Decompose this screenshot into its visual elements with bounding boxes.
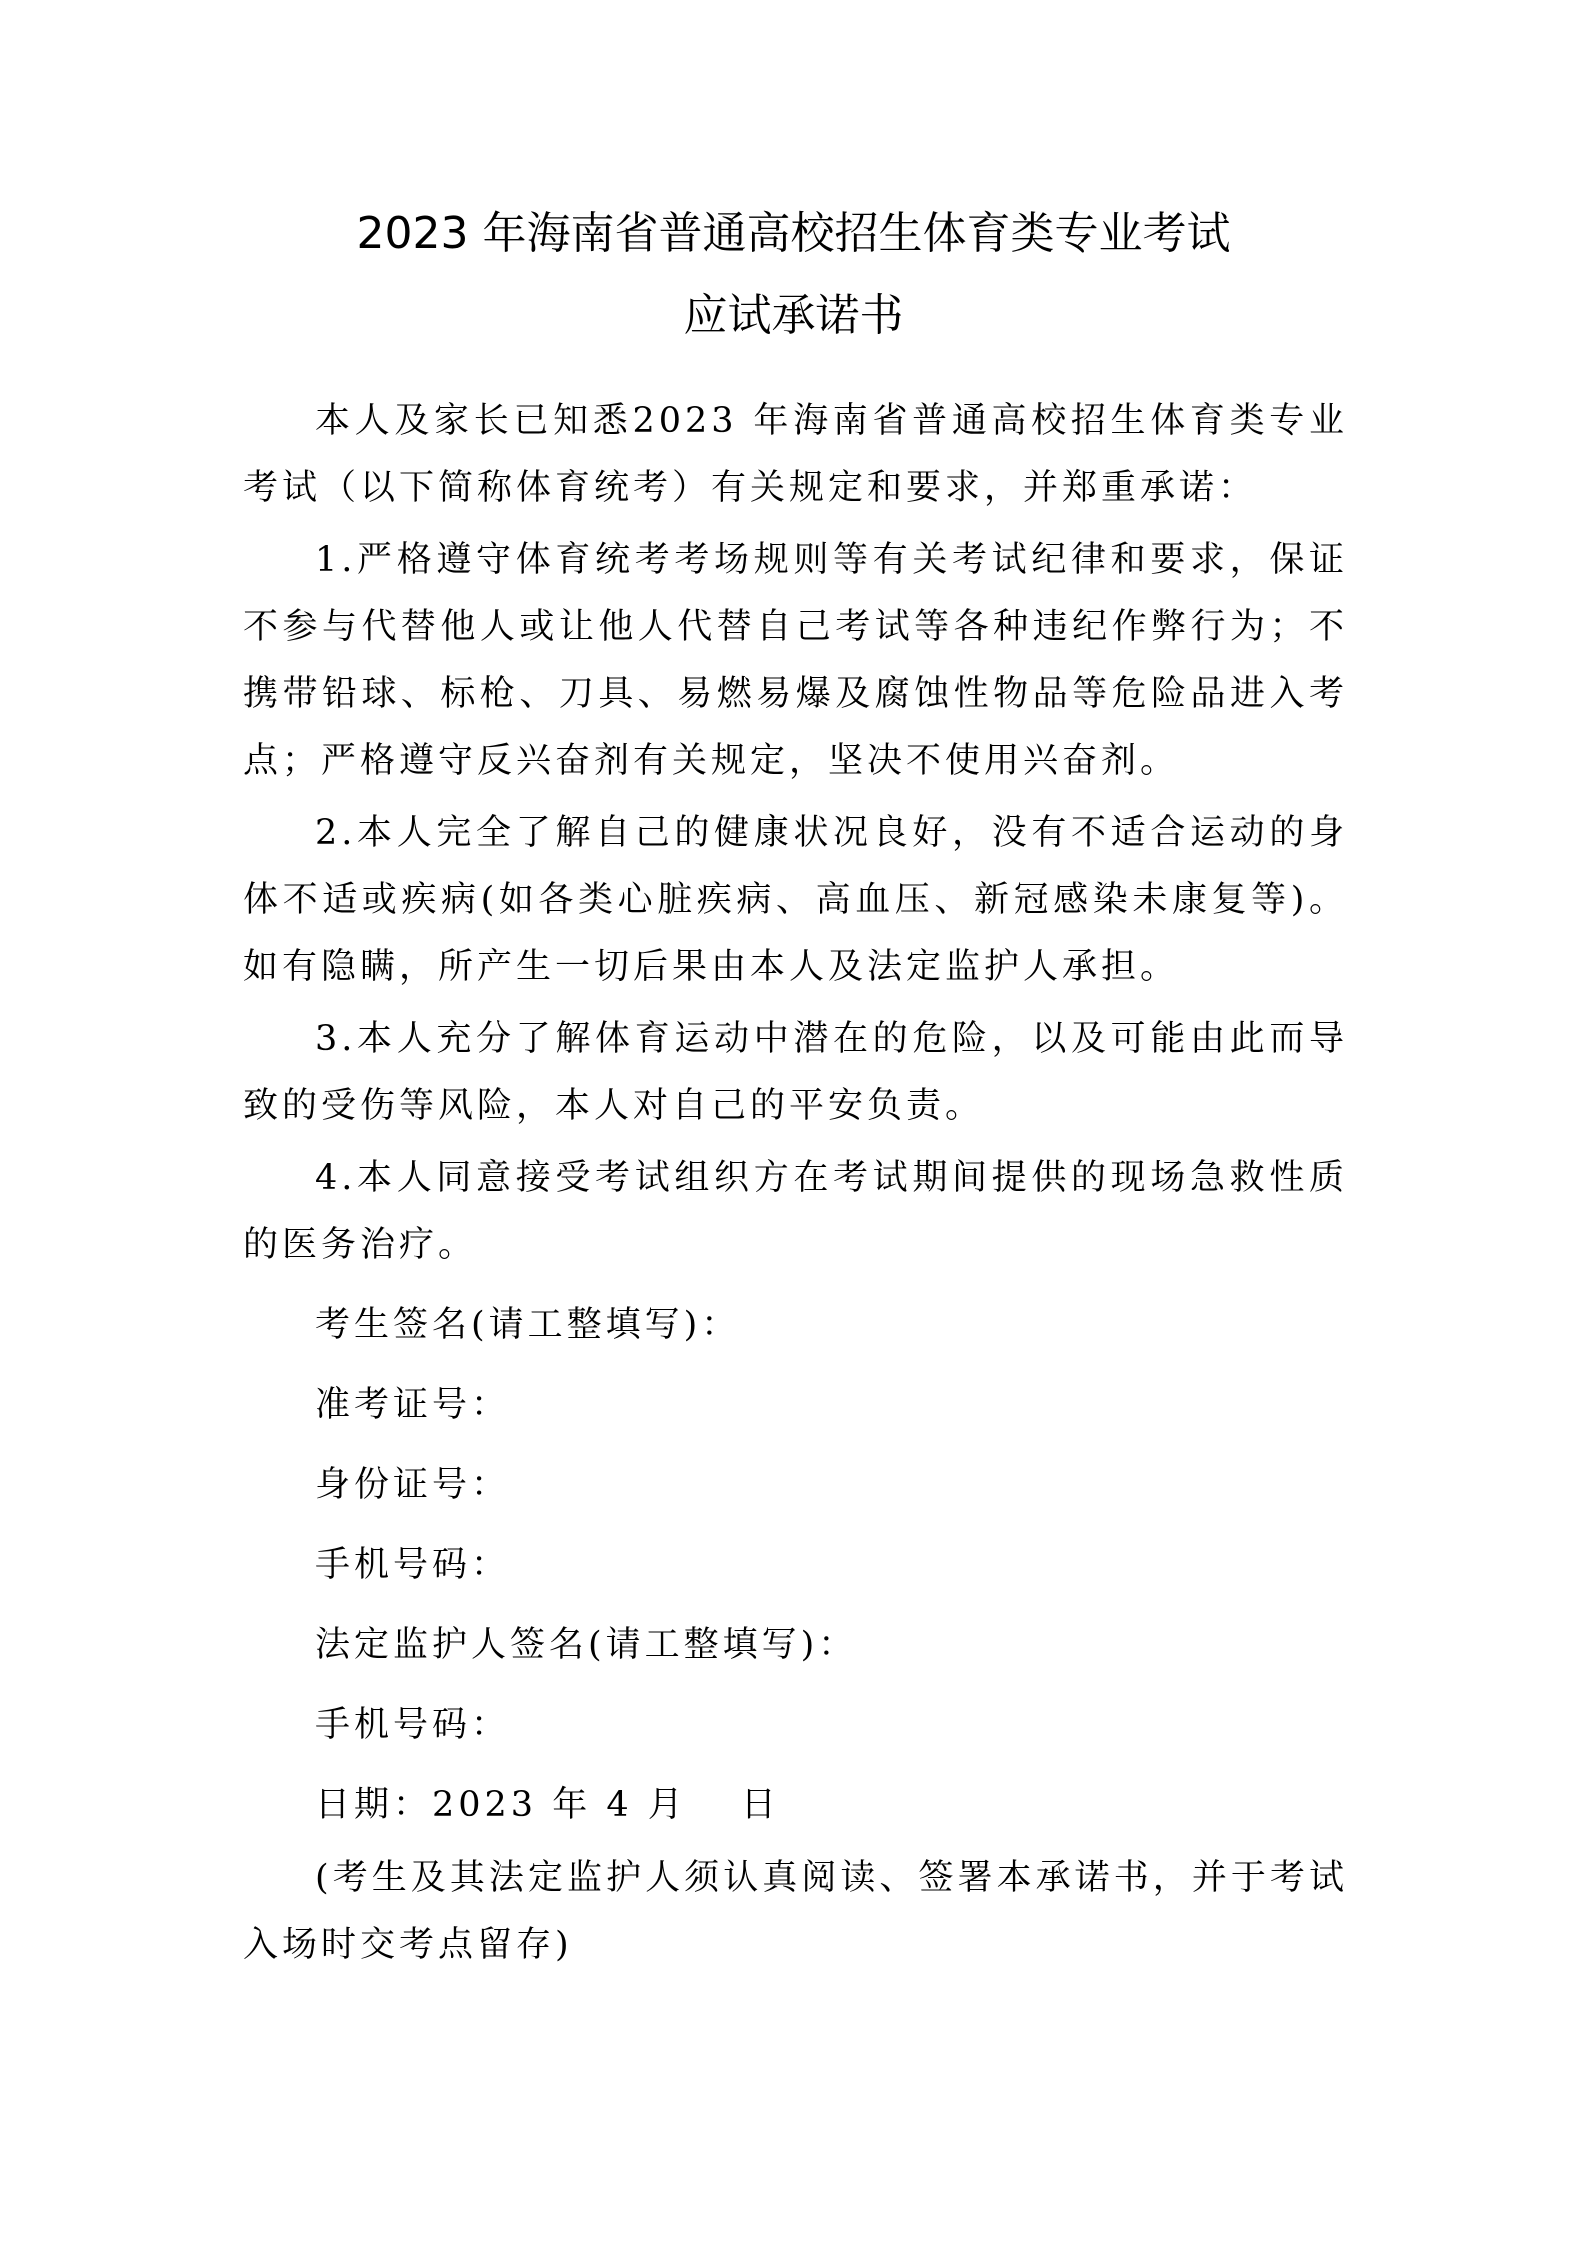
id-number-field: 身份证号： (315, 1465, 511, 1505)
document-title-line1: 2023 年海南省普通高校招生体育类专业考试 (356, 208, 1231, 259)
guardian-signature-field: 法定监护人签名(请工整填写)： (315, 1625, 858, 1665)
student-signature-field: 考生签名(请工整填写)： (315, 1305, 741, 1345)
submission-note: (考生及其法定监护人须认真阅读、签署本承诺书，并于考试入场时交考点留存) (243, 1858, 1348, 1965)
commitment-item-4: 4.本人同意接受考试组织方在考试期间提供的现场急救性质的医务治疗。 (243, 1158, 1348, 1265)
date-field: 日期：2023 年 4 月 日 (315, 1785, 780, 1825)
document-title-line2: 应试承诺书 (683, 290, 904, 341)
document-body (243, 388, 1348, 1979)
guardian-phone-field: 手机号码： (315, 1705, 511, 1745)
commitment-item-3: 3.本人充分了解体育运动中潜在的危险，以及可能由此而导致的受伤等风险，本人对自己的平安负责。 (243, 1019, 1348, 1126)
commitment-item-1: 1.严格遵守体育统考考场规则等有关考试纪律和要求，保证不参与代替他人或让他人代替自己考试等各种违纪作弊行为；不携带铅球、标枪、刀具、易燃易爆及腐蚀性物品等危险品进入考点；严格遵守反兴奋剂有关规定，坚决不使用兴奋剂。 (243, 540, 1348, 781)
commitment-item-2: 2.本人完全了解自己的健康状况良好，没有不适合运动的身体不适或疾病(如各类心脏疾病、高血压、新冠感染未康复等)。如有隐瞒，所产生一切后果由本人及法定监护人承担。 (243, 813, 1348, 987)
intro-paragraph: 本人及家长已知悉2023 年海南省普通高校招生体育类专业考试（以下简称体育统考）有关规定和要求，并郑重承诺： (243, 401, 1348, 508)
exam-number-field: 准考证号： (315, 1385, 511, 1425)
student-phone-field: 手机号码： (315, 1545, 511, 1585)
